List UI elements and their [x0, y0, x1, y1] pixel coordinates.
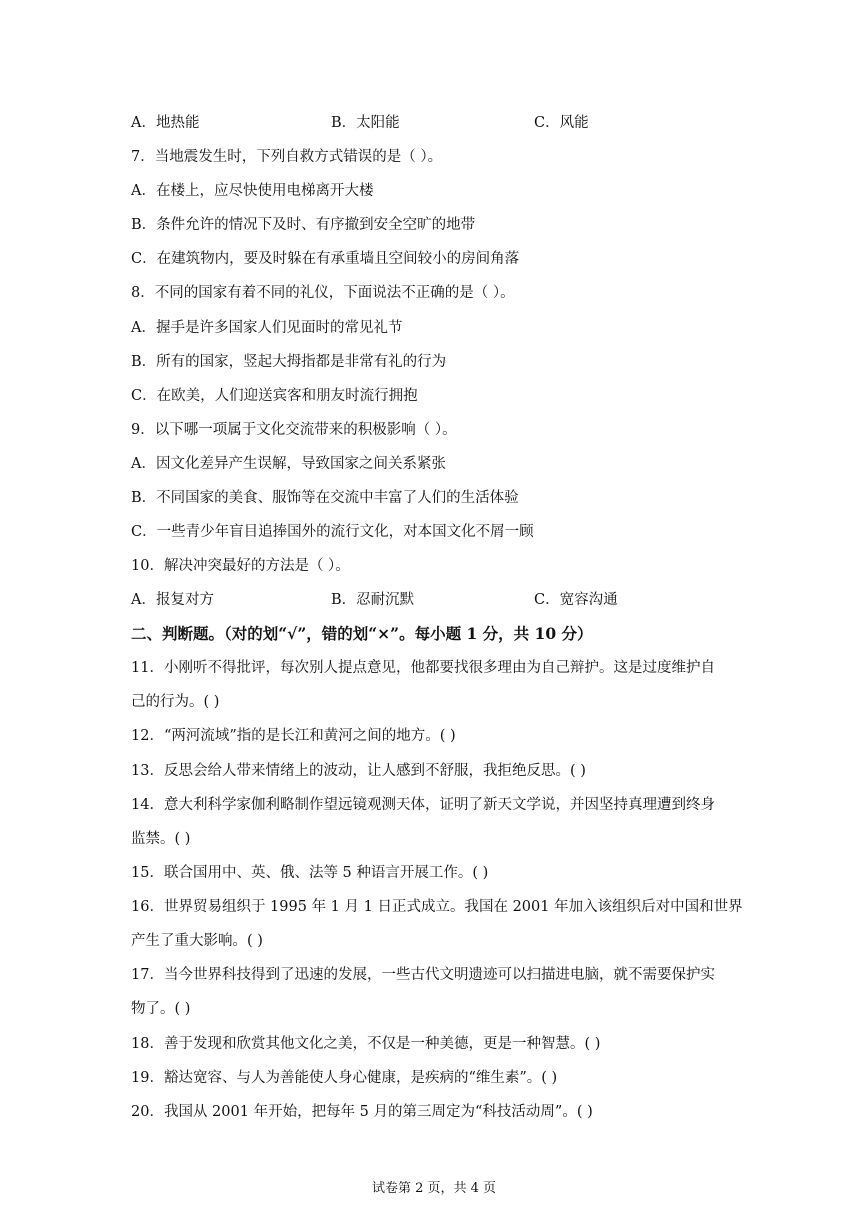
q7-stem: 7．当地震发生时，下列自救方式错误的是（ ）。 [131, 149, 443, 165]
q6-option-b[interactable]: B．太阳能 [331, 115, 400, 131]
q15[interactable]: 15．联合国用中、英、俄、法等 5 种语言开展工作。( ) [131, 865, 489, 881]
q16-line1: 16．世界贸易组织于 1995 年 1 月 1 日正式成立。我国在 2001 年加入该组织后对中国和世界 [131, 899, 743, 915]
q8-option-a[interactable]: A．握手是许多国家人们见面时的常见礼节 [131, 320, 403, 336]
page-footer: 试卷第 2 页，共 4 页 [371, 1181, 497, 1196]
q17-line2[interactable]: 物了。( ) [131, 1001, 191, 1017]
q12[interactable]: 12．“两河流域”指的是长江和黄河之间的地方。( ) [131, 728, 456, 744]
q6-option-a[interactable]: A．地热能 [131, 115, 200, 131]
q8-stem: 8．不同的国家有着不同的礼仪，下面说法不正确的是（ ）。 [131, 285, 515, 301]
q19[interactable]: 19．豁达宽容、与人为善能使人身心健康，是疾病的“维生素”。( ) [131, 1070, 558, 1086]
q7-option-b[interactable]: B．条件允许的情况下及时、有序撤到安全空旷的地带 [131, 217, 476, 233]
q16-line2[interactable]: 产生了重大影响。( ) [131, 933, 263, 949]
q7-option-c[interactable]: C．在建筑物内，要及时躲在有承重墙且空间较小的房间角落 [131, 251, 520, 267]
q17-line1: 17．当今世界科技得到了迅速的发展，一些古代文明遗迹可以扫描进电脑，就不需要保护实 [131, 967, 715, 983]
q13[interactable]: 13．反思会给人带来情绪上的波动，让人感到不舒服，我拒绝反思。( ) [131, 763, 586, 779]
q9-stem: 9．以下哪一项属于文化交流带来的积极影响（ ）。 [131, 422, 457, 438]
q18[interactable]: 18．善于发现和欣赏其他文化之美，不仅是一种美德，更是一种智慧。( ) [131, 1036, 601, 1052]
section2-title: 二、判断题。（对的划“√”，错的划“×”。每小题 1 分，共 10 分） [131, 624, 593, 643]
q9-option-b[interactable]: B．不同国家的美食、服饰等在交流中丰富了人们的生活体验 [131, 490, 519, 506]
q6-option-c[interactable]: C．风能 [534, 115, 589, 131]
q8-option-b[interactable]: B．所有的国家，竖起大拇指都是非常有礼的行为 [131, 354, 447, 370]
q14-line1: 14．意大利科学家伽利略制作望远镜观测天体，证明了新天文学说，并因坚持真理遭到终身 [131, 797, 715, 813]
q10-option-c[interactable]: C．宽容沟通 [534, 592, 618, 608]
q9-option-c[interactable]: C．一些青少年盲目追捧国外的流行文化，对本国文化不屑一顾 [131, 524, 534, 540]
q7-option-a[interactable]: A．在楼上，应尽快使用电梯离开大楼 [131, 183, 374, 199]
q9-option-a[interactable]: A．因文化差异产生误解，导致国家之间关系紧张 [131, 456, 446, 472]
q11-line1: 11．小刚听不得批评，每次别人提点意见，他都要找很多理由为自己辩护。这是过度维护自 [131, 660, 715, 676]
q14-line2[interactable]: 监禁。( ) [131, 831, 191, 847]
q20[interactable]: 20．我国从 2001 年开始，把每年 5 月的第三周定为“科技活动周”。( ) [131, 1104, 593, 1120]
q8-option-c[interactable]: C．在欧美，人们迎送宾客和朋友时流行拥抱 [131, 388, 418, 404]
q11-line2[interactable]: 己的行为。( ) [131, 694, 220, 710]
q10-option-a[interactable]: A．报复对方 [131, 592, 214, 608]
q10-option-b[interactable]: B．忍耐沉默 [331, 592, 415, 608]
q10-stem: 10．解决冲突最好的方法是（ ）。 [131, 558, 350, 574]
